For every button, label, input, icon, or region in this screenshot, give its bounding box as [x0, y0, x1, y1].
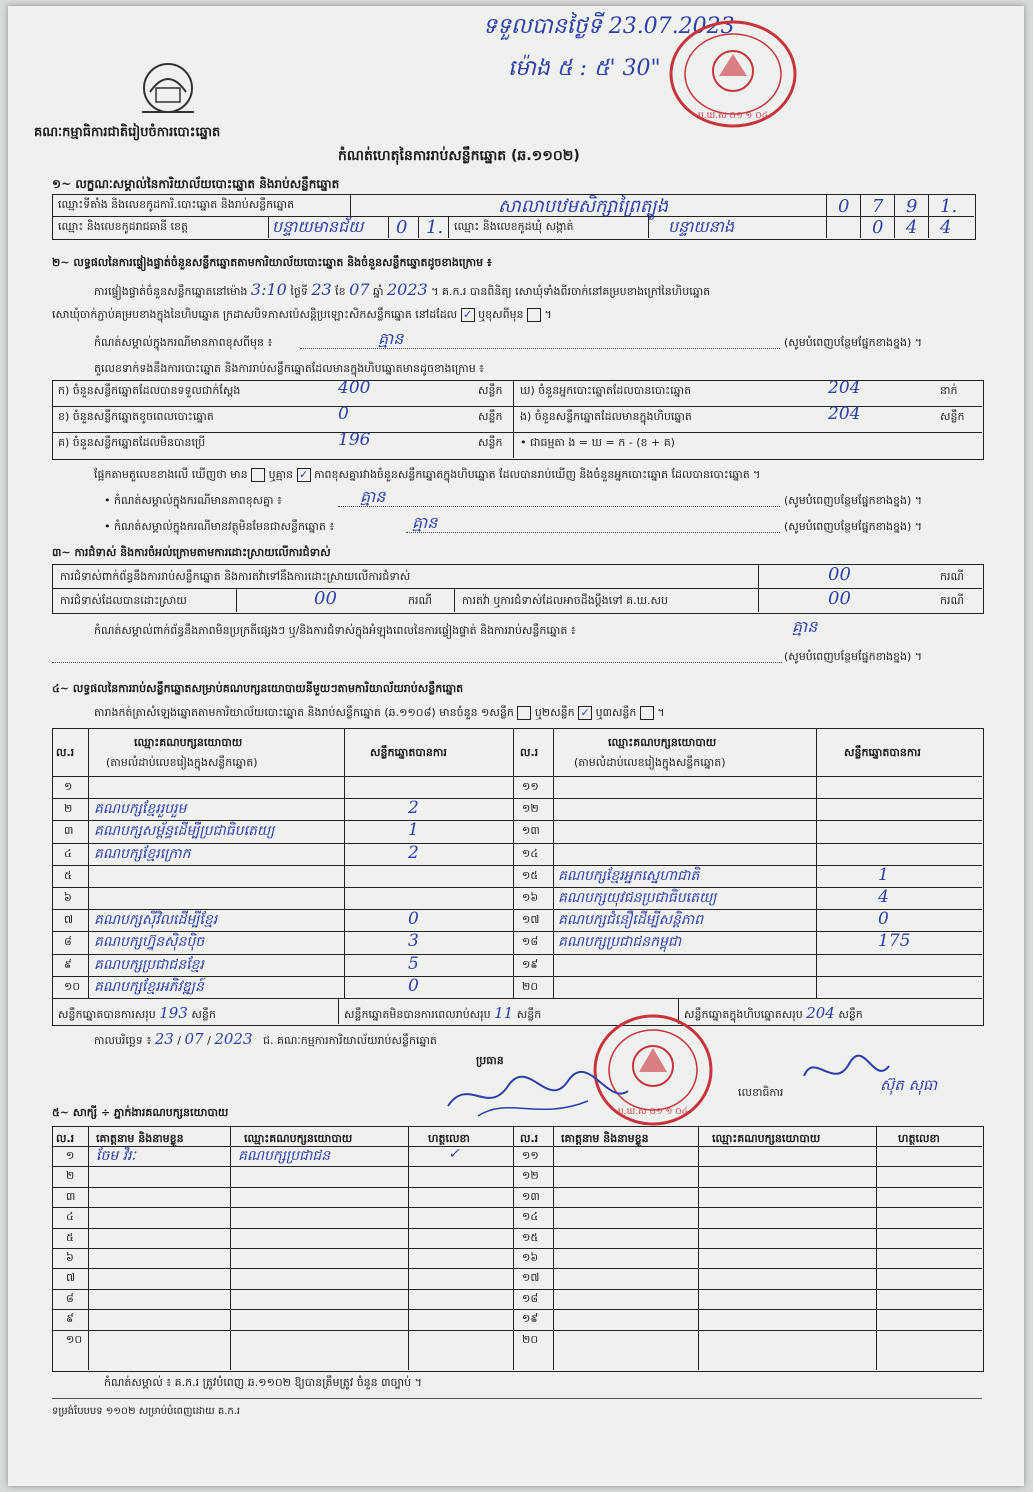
fill-back-note-4: (សូមបំពេញបន្ថែមផ្នែកខាងខ្នង) ។	[784, 650, 923, 663]
witness-party: គណបក្សប្រជាជន	[238, 1148, 331, 1164]
result-party-name: គណបក្សខ្មែររួបរួម	[94, 801, 187, 818]
result-party-name: គណបក្សយុវជនប្រជាធិបតេយ្យ	[558, 890, 717, 906]
result-row-number: ១០	[64, 979, 81, 993]
foreign-object-note-label: • កំណត់សម្គាល់ក្នុងករណីមានវត្ថុមិនមែនជាសន្លឹកឆ្នោត ៖	[104, 520, 335, 533]
result-row-number: ១៧	[522, 913, 540, 927]
witness-table	[52, 1126, 984, 1372]
total-invalid-line: សន្លឹកឆ្នោតមិនបានការពេលរាប់សរុប 11 សន្លឹក	[344, 1004, 542, 1022]
figure-left-unit: សន្លឹក	[478, 384, 503, 397]
secretary-signature	[794, 1046, 894, 1096]
witness-row-number: ១០	[66, 1332, 83, 1346]
discrepancy-note-label: • កំណត់សម្គាល់ក្នុងករណីមានភាពខុសគ្នា ៖	[104, 494, 282, 507]
commune-value: បន្ទាយនាង	[668, 217, 735, 236]
figure-right-value: 204	[828, 378, 861, 398]
result-row-number: ៤	[64, 846, 72, 860]
three-sheet-checkbox[interactable]	[640, 706, 654, 720]
resolved-objection-label: ការជំទាស់ដែលបានដោះស្រាយ	[60, 594, 187, 607]
witness-signature: ✓	[448, 1146, 460, 1162]
secretary-label: លេខាធិការ	[738, 1086, 784, 1099]
result-row-number: ៦	[64, 891, 72, 904]
irregularity-note-label: កំណត់សម្គាល់ពាក់ព័ន្ធនឹងភាពមិនប្រក្រតីផ្សេងៗ ឬ/និងការជំទាស់ក្នុងអំឡុងពេលនៃការផ្ទៀងផ្ទាត់ និងការរាប់សន្លឹកឆ្នោត ៖	[94, 624, 576, 637]
difference-note-value: គ្មាន	[378, 329, 404, 348]
one-sheet-checkbox[interactable]	[517, 706, 531, 720]
witness-row-number: ១៩	[522, 1312, 539, 1326]
form-note: ទម្រង់បែបបទ ១១០២ សម្រាប់បំពេញដោយ គ.ក.រ	[52, 1406, 241, 1417]
seals-changed-checkbox[interactable]	[527, 308, 541, 322]
discrepancy-yes-checkbox[interactable]	[251, 468, 265, 482]
witness-row-number: ៥	[66, 1230, 74, 1244]
result-row-number: ១៤	[522, 846, 539, 860]
witness-row-number: ៣	[66, 1189, 76, 1203]
result-party-name: គណបក្សប្រជាជនខ្មែរ	[94, 956, 204, 973]
fill-back-note-1: (សូមបំពេញបន្ថែមផ្នែកខាងខ្នង) ។	[784, 336, 923, 349]
section5-title: ៥~ សាក្សី ÷ ភ្នាក់ងារគណបក្សនយោបាយ	[52, 1106, 229, 1119]
verification-day: 23	[311, 280, 332, 299]
result-row-number: ៣	[64, 824, 74, 838]
witness-row-number: ៩	[66, 1312, 74, 1326]
result-party-name: គណបក្សខ្មែរអភិវឌ្ឍន៍	[94, 978, 204, 995]
result-party-name: គណបក្សសម្ព័ន្ធដើម្បីប្រជាធិបតេយ្យ	[94, 823, 275, 840]
result-votes: 1	[878, 864, 889, 885]
witness-row-number: ១៦	[522, 1251, 539, 1264]
signing-date-line: កាលបរិច្ឆេទ ៖ 23 / 07 / 2023 ជ. គណៈកម្មការការិយាល័យរាប់សន្លឹកឆ្នោត	[94, 1030, 437, 1048]
official-seal-top	[663, 16, 803, 134]
figure-right-label: ង) ចំនួនសន្លឹកឆ្នោតដែលមានក្នុងហិបឆ្នោត	[520, 410, 692, 423]
result-votes: 1	[408, 820, 419, 841]
result-party-name: គណបក្សជំនឿដើម្បីសន្តិភាព	[558, 912, 704, 929]
station-code-2: 7	[872, 196, 884, 217]
witness-row-number: ១៧	[522, 1271, 540, 1285]
figure-left-label: គ) ចំនួនសន្លឹកឆ្នោតដែលមិនបានប្រើ	[58, 436, 206, 449]
objection-count-label: ការជំទាស់ពាក់ព័ន្ធនឹងការរាប់សន្លឹកឆ្នោត និងការតវ៉ាទៅនឹងការដោះស្រាយលើការជំទាស់	[60, 570, 411, 583]
witness-row-number: ៦	[66, 1251, 74, 1264]
commune-label: ឈ្មោះ និងលេខកូដឃុំ សង្កាត់	[454, 220, 574, 233]
result-row-number: ១៨	[522, 935, 539, 949]
verification-line: ការផ្ទៀងផ្ទាត់ចំនួនសន្លឹកឆ្នោតនៅម៉ោង 3:10 ថ្ងៃទី 23 ខែ 07 ឆ្នាំ 2023 ។ គ.ក.រ បានពិនិត្យ សោឃុំទាំងពីរចាក់នៅគម្របខាងក្រៅនៃហិបឆ្នោត	[94, 280, 711, 299]
organization-name: គណៈកម្មាធិការជាតិរៀបចំការបោះឆ្នោត	[34, 125, 221, 140]
result-votes: 3	[408, 931, 419, 952]
section3-title: ៣~ ការជំទាស់ និងការចំអល់ក្រោមតាមការដោះស្រាយលើការជំទាស់	[52, 546, 331, 559]
result-row-number: ៨	[64, 935, 72, 949]
province-value: បន្ទាយមានជ័យ	[272, 217, 364, 236]
form-title: កំណត់ហេតុនៃការរាប់សន្លឹកឆ្នោត (ឆ.១១០២)	[338, 148, 580, 164]
station-code-3: 9	[906, 196, 918, 217]
result-row-number: ២០	[522, 979, 539, 993]
nec-emblem-icon	[128, 58, 208, 128]
foreign-object-note-value: គ្មាន	[412, 513, 438, 532]
appeal-label: ការតវ៉ា ឬការជំទាស់ដែលអាចដឹងប្តឹងទៅ គ.ឃ.សប	[462, 594, 669, 607]
polling-station-label: ឈ្មោះទីតាំង និងលេខកូដការិ.បោះឆ្នោត និងរាប់សន្លឹកឆ្នោត	[58, 198, 295, 211]
witness-row-number: ១៨	[522, 1291, 539, 1305]
commune-code-3: 4	[940, 217, 952, 238]
total-valid-line: សន្លឹកឆ្នោតបានការសរុប 193 សន្លឹក	[58, 1004, 216, 1022]
total-box-value: 204	[806, 1004, 835, 1022]
figure-left-unit: សន្លឹក	[478, 410, 503, 423]
witness-row-number: ១	[66, 1149, 75, 1162]
secretary-name: ស៊ុត សុធា	[880, 1076, 938, 1094]
fill-back-note-3: (សូមបំពេញបន្ថែមផ្នែកខាងខ្នង) ។	[784, 520, 923, 533]
result-party-name: គណបក្សប្រជាជនកម្ពុជា	[558, 934, 682, 951]
figure-right-unit: នាក់	[940, 384, 958, 397]
witness-row-number: ១២	[522, 1169, 539, 1183]
irregularity-note-value: គ្មាន	[792, 617, 818, 636]
station-code-1: 0	[838, 196, 850, 217]
figure-right-label: ឃ) ចំនួនអ្នកបោះឆ្នោតដែលបានបោះឆ្នោត	[520, 384, 692, 397]
discrepancy-no-checkbox[interactable]: ✓	[297, 468, 311, 482]
witness-row-number: ១១	[522, 1149, 539, 1162]
station-code-4: 1.	[940, 196, 958, 217]
verification-time: 3:10	[250, 280, 287, 299]
footnote: កំណត់សម្គាល់ ៖ គ.ក.រ ត្រូវបំពេញ ឆ.១១០២ ឱ្យបានត្រឹមត្រូវ ចំនួន ៣ច្បាប់ ។	[104, 1376, 422, 1389]
figure-left-value: 400	[338, 378, 371, 398]
result-row-number: ៧	[64, 913, 74, 927]
result-row-number: ២	[64, 802, 73, 816]
result-row-number: ១៥	[522, 868, 539, 882]
result-votes: 4	[878, 887, 889, 907]
witness-row-number: ៤	[66, 1210, 74, 1224]
chair-signature	[438, 1066, 638, 1126]
total-box-line: សន្លឹកឆ្នោតក្នុងហិបឆ្នោតសរុប 204 សន្លឹក	[684, 1004, 863, 1022]
chair-label: ប្រធាន	[476, 1054, 504, 1067]
result-party-name: គណបក្សហ្វ៊ុនស៊ិនប៉ិច	[94, 934, 205, 951]
seal-text-middle: ប.ឃ.ស ០១ ១ ០៤	[618, 1107, 688, 1117]
figure-right-unit: សន្លឹក	[940, 410, 965, 423]
figure-left-label: ក) ចំនួនសន្លឹកឆ្នោតដែលបានទទួលជាក់ស្តែង	[58, 384, 241, 397]
result-votes: 0	[878, 909, 889, 930]
received-time-annotation: ម៉ោង ៥ : ៥' 30"	[508, 56, 661, 81]
commune-code-2: 4	[906, 217, 918, 238]
result-row-number: ១២	[522, 802, 539, 816]
result-party-name: គណបក្សខ្មែរក្រោក	[94, 845, 191, 862]
two-sheet-checkbox[interactable]: ✓	[578, 706, 592, 720]
result-votes: 2	[408, 842, 419, 863]
section4-title: ៤~ លទ្ធផលនៃការរាប់សន្លឹកឆ្នោតសម្រាប់គណបក្សនយោបាយនីមួយៗតាមការិយាល័យរាប់សន្លឹកឆ្នោត	[52, 682, 464, 695]
figure-left-unit: សន្លឹក	[478, 436, 503, 449]
result-row-number: ៩	[64, 957, 72, 971]
received-date-annotation: ទទួលបានថ្ងៃទី 23.07.2023	[483, 14, 735, 39]
result-votes: 5	[408, 953, 419, 974]
witness-row-number: ១៥	[522, 1230, 539, 1244]
witness-row-number: ៨	[66, 1291, 74, 1305]
result-row-number: ១៦	[522, 891, 539, 904]
discrepancy-note-value: គ្មាន	[360, 487, 386, 506]
figure-right-value: 204	[828, 404, 861, 424]
result-votes: 0	[408, 909, 419, 930]
result-row-number: ១៣	[522, 824, 540, 838]
verification-month: 07	[349, 280, 370, 299]
figure-right-label: • ជាធម្មតា ង = ឃ = ក - (ខ + គ)	[520, 436, 675, 449]
result-votes: 0	[408, 975, 419, 996]
seal-status-line: សោឃុំចាក់ភ្ជាប់គម្របខាងក្នុងនៃហិបឆ្នោត ក្រដាសបិទភាសប៉េសន្តិប្រឡោះសិកសន្លឹកឆ្នោត នៅដដែល ✓ ឬខុសពីមុន ។	[52, 308, 552, 321]
fill-back-note-2: (សូមបំពេញបន្ថែមផ្នែកខាងខ្នង) ។	[784, 494, 923, 507]
verification-year: 2023	[387, 280, 428, 299]
province-code-1: 0	[396, 217, 408, 238]
witness-name: ចែម វិរៈ	[96, 1148, 136, 1164]
result-row-number: ១១	[522, 780, 539, 793]
objection-count-value: 00	[828, 564, 851, 585]
witness-row-number: ៧	[66, 1271, 76, 1285]
election-form-page: ទទួលបានថ្ងៃទី 23.07.2023 ម៉ោង ៥ : ៥' 30" ប.ឃ.ស ០១ ១ ០៤ គណៈកម្មាធិការជាតិរៀបចំការបោះឆ្នោត កំណត់ហេតុនៃការរាប់សន្លឹកឆ្នោត (ឆ.១១០២) ១~ លក្ខណៈសម្គាល់នៃការិយាល័យបោះឆ្នោត និងរាប់សន្លឹកឆ្នោត ឈ្មោះទីតាំង និងលេខកូដការិ.បោះឆ្នោត និងរាប់សន្លឹកឆ្នោត សាលាបឋមសិក្សាព្រៃត្បូង 0 7 9 1. ឈ្មោះ និងលេខកូដរាជធានី ខេត្ត បន្ទាយមានជ័យ 0 1. ឈ្មោះ និងលេខកូដឃុំ សង្កាត់ បន្ទាយនាង 0 4 4 ២~ លទ្ធផលនៃការផ្ទៀងផ្ទាត់ចំនួនសន្លឹកឆ្នោតតាមការិយាល័យបោះឆ្នោត និងចំនួនសន្លឹកឆ្នោតដូចខាងក្រោម ៖ ការផ្ទៀងផ្ទាត់ចំនួនសន្លឹកឆ្នោតនៅម៉ោង 3:10 ថ្ងៃទី 23 ខែ 07 ឆ្នាំ 2023 ។ គ.ក.រ បានពិនិត្យ សោឃុំទាំងពីរចាក់នៅគម្របខាងក្រៅនៃហិបឆ្នោត សោឃុំចាក់ភ្ជាប់គម្របខាងក្នុងនៃហិបឆ្នោត ក្រដាសបិទភាសប៉េសន្តិប្រឡោះសិកសន្លឹកឆ្នោត នៅដដែល ✓ ឬខុសពីមុន ។ កំណត់សម្គាល់ក្នុងករណីមានភាពខុសពីមុន ៖ គ្មាន (សូមបំពេញបន្ថែមផ្នែកខាងខ្នង) ។ តួលេខទាក់ទងនឹងការបោះឆ្នោត និងការរាប់សន្លឹកឆ្នោតដែលមានក្នុងហិបឆ្នោតមានដូចខាងក្រោម ៖ ក) ចំនួនសន្លឹកឆ្នោតដែលបានទទួលជាក់ស្តែង 400 សន្លឹក ឃ) ចំនួនអ្នកបោះឆ្នោតដែលបានបោះឆ្នោត 204 នាក់ ខ) ចំនួនសន្លឹកឆ្នោតខូចពេលបោះឆ្នោត 0 សន្លឹក ង) ចំនួនសន្លឹកឆ្នោតដែលមានក្នុងហិបឆ្នោត 204 សន្លឹក គ) ចំនួនសន្លឹកឆ្នោតដែលមិនបានប្រើ 196 សន្លឹក • ជាធម្មតា ង = ឃ = ក - (ខ + គ) ផ្អែកតាមតួលេខខាងលើ ឃើញថា មាន ឬគ្មាន ✓ ភាពខុសគ្នារវាងចំនួនសន្លឹកឆ្នោតក្នុងហិបឆ្នោត ដែលបានរាប់ឃើញ និងចំនួនអ្នកបោះឆ្នោត ដែលបានបោះឆ្នោត ។ • កំណត់សម្គាល់ក្នុងករណីមានភាពខុសគ្នា ៖ គ្មាន (សូមបំពេញបន្ថែមផ្នែកខាងខ្នង) ។ • កំណត់សម្គាល់ក្នុងករណីមានវត្ថុមិនមែនជាសន្លឹកឆ្នោត ៖ គ្មាន (សូមបំពេញបន្ថែមផ្នែកខាងខ្នង) ។ ៣~ ការជំទាស់ និងការចំអល់ក្រោមតាមការដោះស្រាយលើការជំទាស់ ការជំទាស់ពាក់ព័ន្ធនឹងការរាប់សន្លឹកឆ្នោត និងការតវ៉ាទៅនឹងការដោះស្រាយលើការជំទាស់ 00 ករណី ការជំទាស់ដែលបានដោះស្រាយ 00 ករណី ការតវ៉ា ឬការជំទាស់ដែលអាចដឹងប្តឹងទៅ គ.ឃ.សប 00 ករណី កំណត់សម្គាល់ពាក់ព័ន្ធនឹងភាពមិនប្រក្រតីផ្សេងៗ ឬ/និងការជំទាស់ក្នុងអំឡុងពេលនៃការផ្ទៀងផ្ទាត់ និងការរាប់សន្លឹកឆ្នោត ៖ គ្មាន (សូមបំពេញបន្ថែមផ្នែកខាងខ្នង) ។ ៤~ លទ្ធផលនៃការរាប់សន្លឹកឆ្នោតសម្រាប់គណបក្សនយោបាយនីមួយៗតាមការិយាល័យរាប់សន្លឹកឆ្នោត តារាងកត់ត្រាសំឡេងឆ្នោតតាមការិយាល័យបោះឆ្នោត និងរាប់សន្លឹកឆ្នោត (ឆ.១១០៨) មានចំនួន ១សន្លឹក ឬ២សន្លឹក ✓ ឬ៣សន្លឹក ។ ល.រ ឈ្មោះគណបក្សនយោបាយ (តាមលំដាប់លេខរៀងក្នុងសន្លឹកឆ្នោត) សន្លឹកឆ្នោតបានការ ល.រ ឈ្មោះគណបក្សនយោបាយ (តាមលំដាប់លេខរៀងក្នុងសន្លឹកឆ្នោត) សន្លឹកឆ្នោតបានការ ១ ២ គណបក្សខ្មែររួបរួម 2 ៣ គណបក្សសម្ព័ន្ធដើម្បីប្រជាធិបតេយ្យ 1 ៤ គណបក្សខ្មែរក្រោក 2 ៥ ៦ ៧ គណបក្សស៊ីវិលដើម្បីខ្មែរ 0 ៨ គណបក្សហ្វ៊ុនស៊ិនប៉ិច 3 ៩ គណបក្សប្រជាជនខ្មែរ 5 ១០ គណបក្សខ្មែរអភិវឌ្ឍន៍ 0 ១១ ១២ ១៣ ១៤ ១៥ គណបក្សខ្មែរអ្នកស្នេហាជាតិ 1 ១៦ គណបក្សយុវជនប្រជាធិបតេយ្យ 4 ១៧ គណបក្សជំនឿដើម្បីសន្តិភាព 0 ១៨ គណបក្សប្រជាជនកម្ពុជា 175 ១៩ ២០ សន្លឹកឆ្នោតបានការសរុប 193 សន្លឹក សន្លឹកឆ្នោតមិនបានការពេលរាប់សរុប 11 សន្លឹក សន្លឹកឆ្នោតក្នុងហិបឆ្នោតសរុប 204 សន្លឹក កាលបរិច្ឆេទ ៖ 23 / 07 / 2023 ជ. គណៈកម្មការការិយាល័យរាប់សន្លឹកឆ្នោត ប្រធាន ប.ឃ.ស ០១ ១ ០៤ លេខាធិការ ស៊ុត សុធា ៥~ សាក្សី ÷ ភ្នាក់ងារគណបក្សនយោបាយ ល.រ គោត្តនាម និងនាមខ្លួន ឈ្មោះគណបក្សនយោបាយ ហត្ថលេខា ល.រ គោត្តនាម និងនាមខ្លួន ឈ្មោះគណបក្សនយោបាយ ហត្ថលេខា ១ ចែម វិរៈ គណបក្សប្រជាជន ✓ ១១ ២ ១២ ៣ ១៣ ៤ ១៤ ៥ ១៥ ៦ ១៦ ៧ ១៧ ៨ ១៨ ៩ ១៩ ១០ ២០ កំណត់សម្គាល់ ៖ គ.ក.រ ត្រូវបំពេញ ឆ.១១០២ ឱ្យបានត្រឹមត្រូវ ចំនួន ៣ច្បាប់ ។ ទម្រង់បែបបទ ១១០២ សម្រាប់បំពេញដោយ គ.ក.រ	[8, 6, 1024, 1486]
polling-station-value: សាលាបឋមសិក្សាព្រៃត្បូង	[498, 196, 669, 217]
figure-left-label: ខ) ចំនួនសន្លឹកឆ្នោតខូចពេលបោះឆ្នោត	[58, 410, 214, 423]
discrepancy-line: ផ្អែកតាមតួលេខខាងលើ ឃើញថា មាន ឬគ្មាន ✓ ភាពខុសគ្នារវាងចំនួនសន្លឹកឆ្នោតក្នុងហិបឆ្នោត ដែលបានរាប់ឃើញ និងចំនួនអ្នកបោះឆ្នោត ដែលបានបោះឆ្នោត ។	[94, 468, 761, 481]
witness-row-number: ២០	[522, 1332, 539, 1346]
witness-row-number: ១៣	[522, 1189, 540, 1203]
commune-code-1: 0	[872, 217, 884, 238]
province-label: ឈ្មោះ និងលេខកូដរាជធានី ខេត្ត	[58, 220, 188, 233]
result-party-name: គណបក្សខ្មែរអ្នកស្នេហាជាតិ	[558, 867, 700, 884]
section2-title: ២~ លទ្ធផលនៃការផ្ទៀងផ្ទាត់ចំនួនសន្លឹកឆ្នោតតាមការិយាល័យបោះឆ្នោត និងចំនួនសន្លឹកឆ្នោតដូចខាងក្រោម ៖	[52, 256, 492, 269]
total-valid-value: 193	[159, 1004, 188, 1022]
result-row-number: ១៩	[522, 957, 539, 971]
resolved-objection-value: 00	[314, 588, 337, 609]
result-votes: 2	[408, 798, 419, 819]
total-invalid-value: 11	[494, 1004, 514, 1022]
seal-text-top: ប.ឃ.ស ០១ ១ ០៤	[698, 111, 768, 121]
province-code-2: 1.	[426, 217, 444, 238]
figure-left-value: 196	[338, 430, 371, 450]
appeal-value: 00	[828, 588, 851, 609]
figures-intro: តួលេខទាក់ទងនឹងការបោះឆ្នោត និងការរាប់សន្លឹកឆ្នោតដែលមានក្នុងហិបឆ្នោតមានដូចខាងក្រោម ៖	[94, 362, 485, 375]
section1-title: ១~ លក្ខណៈសម្គាល់នៃការិយាល័យបោះឆ្នោត និងរាប់សន្លឹកឆ្នោត	[52, 177, 340, 191]
tally-sheet-line: តារាងកត់ត្រាសំឡេងឆ្នោតតាមការិយាល័យបោះឆ្នោត និងរាប់សន្លឹកឆ្នោត (ឆ.១១០៨) មានចំនួន ១សន្លឹក ឬ២សន្លឹក ✓ ឬ៣សន្លឹក ។	[94, 706, 665, 719]
witness-row-number: ១៤	[522, 1210, 539, 1224]
result-row-number: ៥	[64, 868, 72, 882]
result-row-number: ១	[64, 780, 73, 793]
figure-left-value: 0	[338, 404, 349, 424]
witness-row-number: ២	[66, 1169, 75, 1183]
result-votes: 175	[878, 931, 911, 952]
difference-note-label: កំណត់សម្គាល់ក្នុងករណីមានភាពខុសពីមុន ៖	[94, 336, 273, 349]
result-party-name: គណបក្សស៊ីវិលដើម្បីខ្មែរ	[94, 912, 218, 929]
seals-intact-checkbox[interactable]: ✓	[461, 308, 475, 322]
